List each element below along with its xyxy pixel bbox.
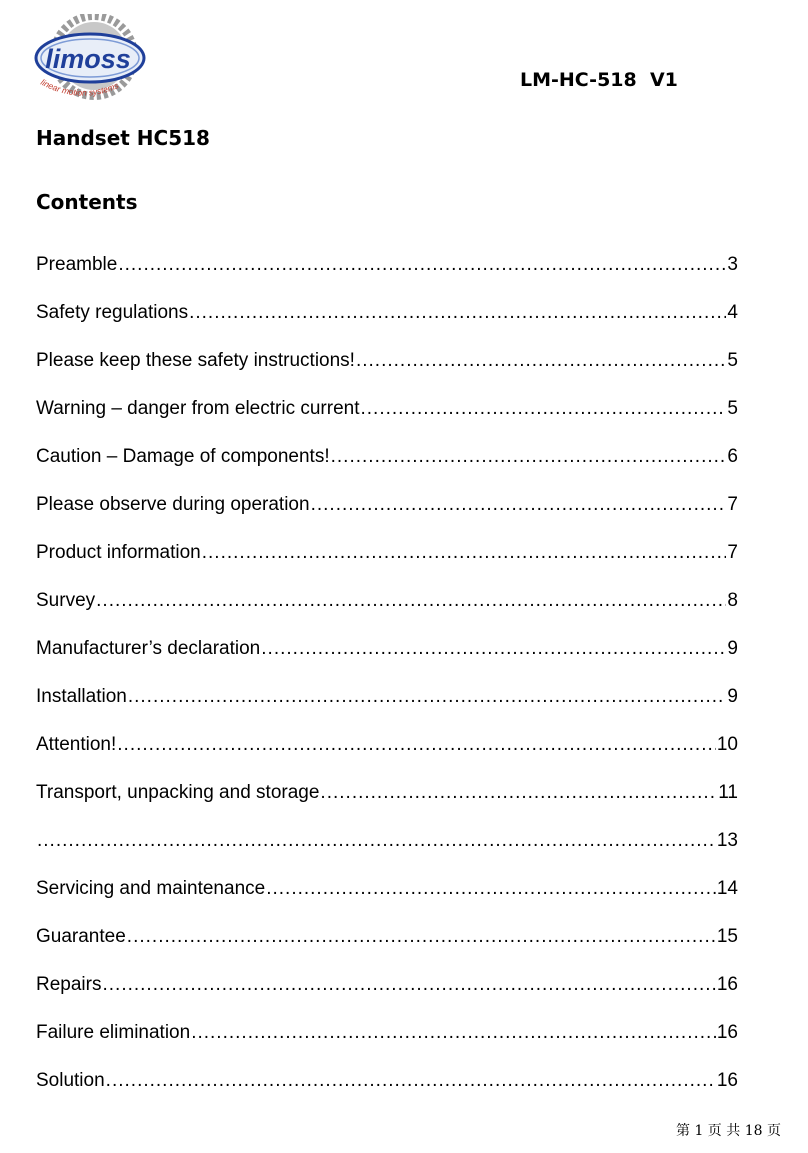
limoss-logo xyxy=(28,14,158,104)
toc-dot-leader xyxy=(96,587,726,615)
toc-entry-page-number: 8 xyxy=(727,590,738,611)
table-of-contents xyxy=(36,251,738,1115)
toc-entry-page-number: 15 xyxy=(716,926,738,947)
toc-entry[interactable] xyxy=(36,395,738,443)
toc-entry-title: Installation xyxy=(36,686,127,707)
toc-entry[interactable] xyxy=(36,875,738,923)
toc-entry-title: Survey xyxy=(36,590,96,611)
toc-dot-leader xyxy=(311,491,727,519)
toc-entry-page-number: 16 xyxy=(716,1022,738,1043)
toc-entry[interactable] xyxy=(36,827,738,875)
toc-entry-page-number: 5 xyxy=(727,398,738,419)
limoss-logo-graphic xyxy=(28,14,158,104)
toc-dot-leader xyxy=(128,683,727,711)
toc-entry[interactable] xyxy=(36,347,738,395)
toc-entry-page-number: 9 xyxy=(727,686,738,707)
toc-entry-title: Please observe during operation xyxy=(36,494,310,515)
toc-entry-title: Servicing and maintenance xyxy=(36,878,266,899)
toc-entry-page-number: 16 xyxy=(716,1070,738,1091)
toc-entry-title: Safety regulations xyxy=(36,302,189,323)
toc-entry-title: Manufacturer’s declaration xyxy=(36,638,261,659)
toc-dot-leader xyxy=(37,827,716,855)
toc-entry[interactable] xyxy=(36,587,738,635)
toc-dot-leader xyxy=(189,299,726,327)
toc-dot-leader xyxy=(356,347,726,375)
toc-dot-leader xyxy=(191,1019,716,1047)
toc-entry[interactable] xyxy=(36,683,738,731)
toc-entry-page-number: 14 xyxy=(716,878,738,899)
contents-heading: Contents xyxy=(36,190,138,214)
toc-dot-leader xyxy=(202,539,727,567)
toc-entry-title: Preamble xyxy=(36,254,118,275)
toc-dot-leader xyxy=(127,923,716,951)
toc-entry[interactable] xyxy=(36,1019,738,1067)
toc-dot-leader xyxy=(106,1067,716,1095)
toc-dot-leader xyxy=(360,395,726,423)
toc-entry-page-number: 16 xyxy=(716,974,738,995)
logo-wordmark: limoss xyxy=(45,44,131,74)
page-footer: 第 1 页 共 18 页 xyxy=(676,1123,781,1139)
toc-entry-page-number: 9 xyxy=(727,638,738,659)
toc-entry[interactable] xyxy=(36,635,738,683)
toc-entry-page-number: 7 xyxy=(727,494,738,515)
toc-entry[interactable] xyxy=(36,1067,738,1115)
toc-entry[interactable] xyxy=(36,971,738,1019)
toc-entry-page-number: 7 xyxy=(727,542,738,563)
toc-entry[interactable] xyxy=(36,539,738,587)
toc-entry[interactable] xyxy=(36,443,738,491)
toc-entry-page-number: 13 xyxy=(716,830,738,851)
toc-entry-page-number: 10 xyxy=(716,734,738,755)
toc-dot-leader xyxy=(261,635,726,663)
toc-entry-page-number: 4 xyxy=(727,302,738,323)
toc-entry[interactable] xyxy=(36,731,738,779)
toc-entry-title: Guarantee xyxy=(36,926,126,947)
toc-entry-page-number: 11 xyxy=(718,782,738,803)
document-code: LM-HC-518 V1 xyxy=(520,69,678,91)
toc-entry[interactable] xyxy=(36,491,738,539)
toc-entry[interactable] xyxy=(36,779,738,827)
toc-entry-title: Caution – Damage of components! xyxy=(36,446,330,467)
toc-dot-leader xyxy=(266,875,716,903)
toc-entry-title: Warning – danger from electric current xyxy=(36,398,360,419)
toc-entry-title: Failure elimination xyxy=(36,1022,191,1043)
toc-dot-leader xyxy=(331,443,727,471)
toc-dot-leader xyxy=(118,251,726,279)
toc-entry[interactable] xyxy=(36,299,738,347)
toc-entry-title: Repairs xyxy=(36,974,102,995)
toc-entry[interactable] xyxy=(36,923,738,971)
toc-dot-leader xyxy=(117,731,716,759)
toc-entry-title: Attention! xyxy=(36,734,117,755)
toc-entry-title: Transport, unpacking and storage xyxy=(36,782,320,803)
toc-entry-page-number: 3 xyxy=(727,254,738,275)
toc-dot-leader xyxy=(320,779,717,807)
logo-tagline: linear motion systems xyxy=(39,76,120,98)
toc-entry-page-number: 5 xyxy=(727,350,738,371)
toc-entry-title: Please keep these safety instructions! xyxy=(36,350,355,371)
toc-entry[interactable] xyxy=(36,251,738,299)
toc-entry-title: Solution xyxy=(36,1070,105,1091)
document-title: Handset HC518 xyxy=(36,126,210,150)
toc-dot-leader xyxy=(102,971,715,999)
toc-entry-page-number: 6 xyxy=(727,446,738,467)
toc-entry-title: Product information xyxy=(36,542,201,563)
